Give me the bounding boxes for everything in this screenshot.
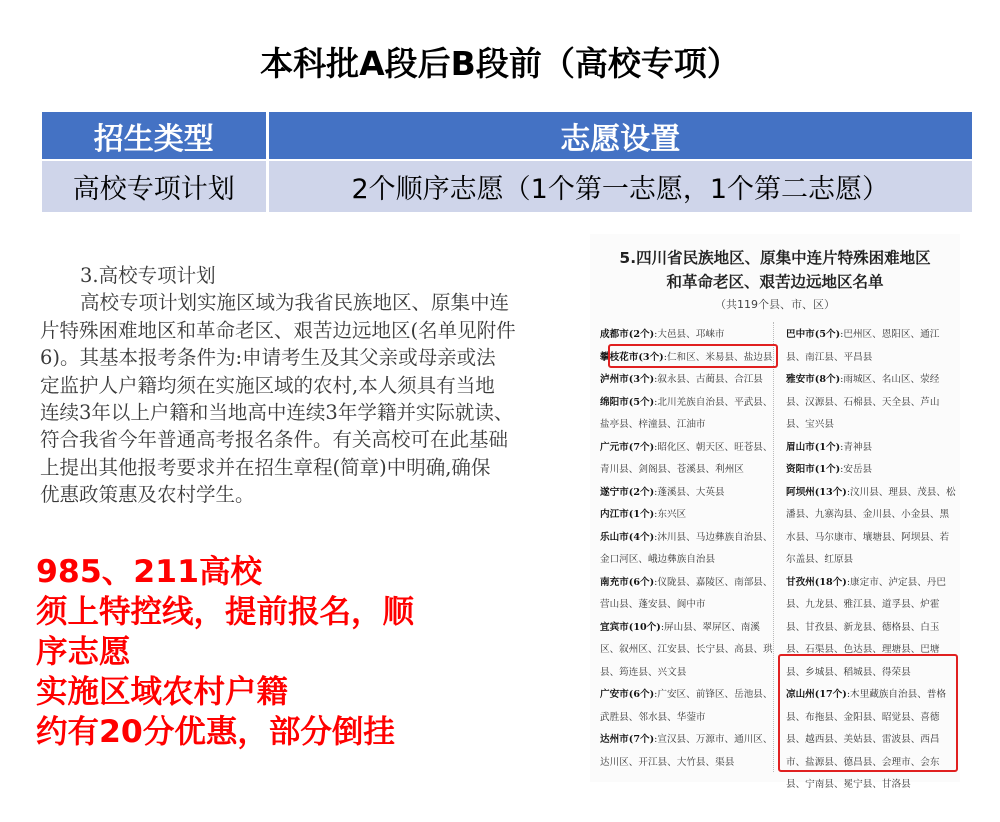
region-city: 凉山州(17个)	[786, 689, 847, 700]
region-counties: :安岳县	[840, 464, 873, 475]
region-list-subtitle: （共119个县、市、区）	[715, 298, 835, 311]
region-city: 南充市(6个)	[600, 576, 655, 588]
region-counties: :仁和区、米易县、盐边县	[663, 351, 773, 363]
region-list-scan	[590, 234, 960, 790]
policy-line: 上提出其他报考要求并在招生章程(简章)中明确,确保	[40, 455, 491, 479]
region-list-title-line2: 和革命老区、艰苦边远地区名单	[666, 273, 884, 291]
region-city: 乐山市(4个)	[600, 531, 655, 543]
note-line: 约有20分优惠，部分倒挂	[36, 714, 395, 750]
enrollment-table	[42, 112, 972, 212]
region-city: 甘孜州(18个)	[786, 576, 847, 588]
cell-enrollment-type: 高校专项计划	[42, 160, 267, 212]
region-city: 巴中市(5个)	[786, 329, 841, 340]
region-counties: :沐川县、马边彝族自治县、金口河区、峨边彝族自治县	[600, 531, 773, 565]
cell-preference-setting: 2个顺序志愿（1个第一志愿，1个第二志愿）	[267, 160, 972, 212]
region-entry	[786, 482, 956, 572]
slide-title: 本科批A段后B段前（高校专项）	[260, 44, 740, 83]
region-entry	[600, 482, 778, 505]
region-entry	[600, 729, 778, 774]
note-line: 985、211高校	[36, 554, 263, 590]
header-enrollment-type: 招生类型	[42, 112, 267, 160]
policy-line: 符合我省今年普通高考报名条件。有关高校可在此基础	[40, 428, 509, 452]
region-city: 攀枝花市(3个)	[600, 351, 664, 363]
region-column-left	[600, 324, 778, 774]
region-entry	[600, 369, 778, 392]
header-preference-setting: 志愿设置	[267, 112, 972, 160]
region-entry	[600, 504, 778, 527]
table-row	[42, 160, 972, 212]
region-city: 宜宾市(10个)	[600, 621, 661, 633]
region-city: 遂宁市(2个)	[600, 486, 655, 498]
region-counties: :木里藏族自治县、普格县、布拖县、金阳县、昭觉县、喜德县、越西县、美姑县、雷波县、西昌市、盐源县、德昌县、会理市、会东县、宁南县、冕宁县、甘洛县	[786, 689, 946, 790]
region-counties: :青神县	[840, 441, 873, 453]
region-entry	[600, 572, 778, 617]
region-entry	[600, 527, 778, 572]
policy-line: 6)。其基本报考条件为:申请考生及其父亲或母亲或法	[40, 346, 496, 370]
region-entry	[600, 392, 778, 437]
policy-line: 定监护人户籍均须在实施区域的农村,本人须具有当地	[40, 373, 495, 397]
region-entry	[600, 617, 778, 685]
region-counties: :昭化区、朝天区、旺苍县、青川县、剑阁县、苍溪县、利州区	[600, 441, 773, 475]
highlight-liangshan	[778, 654, 958, 772]
policy-line: 高校专项计划实施区域为我省民族地区、原集中连	[80, 291, 510, 315]
key-notes	[36, 552, 536, 752]
region-city: 眉山市(1个)	[786, 441, 841, 453]
region-counties: :宣汉县、万源市、通川区、达川区、开江县、大竹县、渠县	[600, 734, 773, 768]
note-line: 须上特控线，提前报名，顺	[36, 594, 415, 630]
region-counties: :仪陇县、嘉陵区、南部县、营山县、蓬安县、阆中市	[600, 576, 773, 610]
region-counties: :蓬溪县、大英县	[654, 486, 725, 498]
region-city: 绵阳市(5个)	[600, 396, 655, 408]
region-entry	[786, 437, 956, 460]
region-entry	[786, 324, 956, 369]
highlight-panzhihua	[608, 344, 778, 368]
note-line: 实施区域农村户籍	[36, 674, 289, 710]
region-city: 阿坝州(13个)	[786, 486, 847, 498]
region-counties: :东兴区	[654, 509, 687, 520]
region-city: 广安市(6个)	[600, 689, 655, 700]
region-list-title-line1: 5.四川省民族地区、原集中连片特殊困难地区	[619, 249, 931, 267]
region-counties: :大邑县、邛崃市	[654, 329, 725, 340]
region-counties: :汶川县、理县、茂县、松潘县、九寨沟县、金川县、小金县、黑水县、马尔康市、壤塘县、阿坝县、若尔盖县、红原县	[786, 486, 956, 565]
region-city: 泸州市(3个)	[600, 374, 655, 385]
region-city: 达州市(7个)	[600, 734, 655, 745]
region-counties: :康定市、泸定县、丹巴县、九龙县、雅江县、道孚县、炉霍县、甘孜县、新龙县、德格县、白玉县、石渠县、色达县、理塘县、巴塘县、乡城县、稻城县、得荣县	[786, 576, 946, 678]
region-city: 成都市(2个)	[600, 329, 655, 340]
region-entry	[600, 684, 778, 729]
region-counties: :屏山县、翠屏区、南溪区、叙州区、江安县、长宁县、高县、珙县、筠连县、兴文县	[600, 621, 773, 678]
policy-line: 连续3年以上户籍和当地高中连续3年学籍并实际就读、	[40, 401, 514, 425]
region-counties: :广安区、前锋区、岳池县、武胜县、邻水县、华蓥市	[600, 689, 773, 723]
region-city: 内江市(1个)	[600, 509, 655, 520]
region-entry	[786, 369, 956, 437]
policy-heading: 3.高校专项计划	[80, 264, 216, 287]
region-counties: :雨城区、名山区、荥经县、汉源县、石棉县、天全县、芦山县、宝兴县	[786, 374, 940, 430]
region-city: 资阳市(1个)	[786, 464, 841, 475]
region-entry	[786, 459, 956, 482]
region-city: 雅安市(8个)	[786, 374, 841, 385]
note-line: 序志愿	[36, 634, 131, 670]
policy-line: 片特殊困难地区和革命老区、艰苦边远地区(名单见附件	[40, 318, 516, 342]
region-entry	[600, 437, 778, 482]
table-header-row	[42, 112, 972, 160]
policy-line: 优惠政策惠及农村学生。	[40, 483, 255, 507]
region-counties: :巴州区、恩阳区、通江县、南江县、平昌县	[786, 329, 940, 363]
region-counties: :北川羌族自治县、平武县、盐亭县、梓潼县、江油市	[600, 396, 773, 430]
region-counties: :叙永县、古蔺县、合江县	[654, 374, 763, 385]
policy-text-scan	[40, 262, 516, 509]
region-city: 广元市(7个)	[600, 441, 655, 453]
